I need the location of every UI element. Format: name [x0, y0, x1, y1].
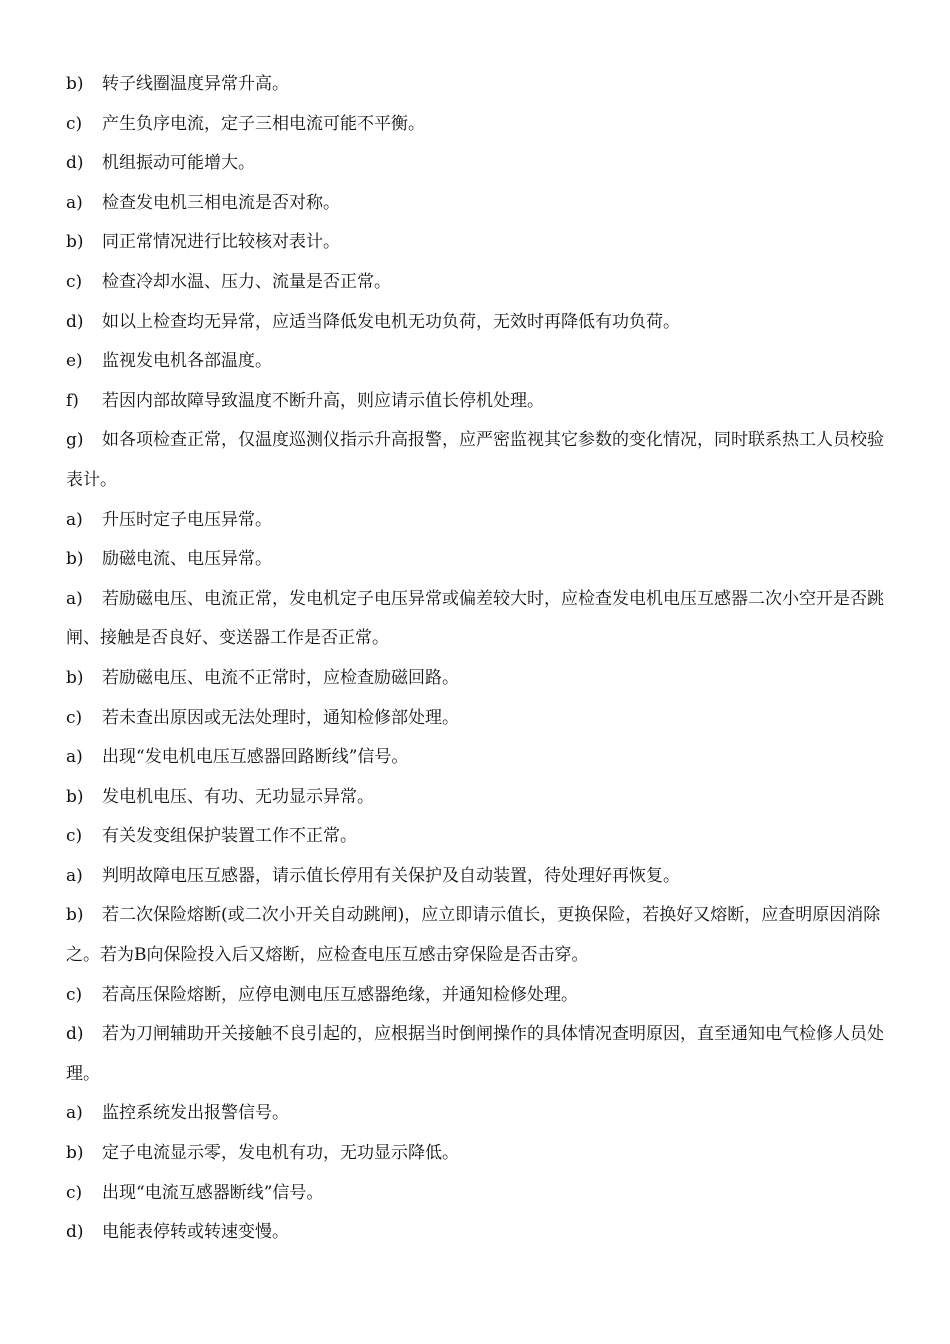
item-marker: b) — [66, 667, 84, 688]
item-text: 监视发电机各部温度。 — [102, 351, 272, 372]
item-marker: c) — [66, 707, 83, 728]
item-marker: c) — [66, 984, 83, 1005]
item-text: 电能表停转或转速变慢。 — [102, 1222, 289, 1243]
item-marker: f) — [66, 390, 79, 411]
item-text: 若励磁电压、电流不正常时，应检查励磁回路。 — [102, 667, 459, 688]
item-text: 若励磁电压、电流正常，发电机定子电压异常或偏差较大时，应检查发电机电压互感器二次小空开是否跳闸、接触是否良好、变送器工作是否正常。 — [66, 588, 884, 649]
item-marker: g) — [66, 430, 84, 451]
list-item — [66, 65, 886, 105]
item-text: 升压时定子电压异常。 — [102, 509, 272, 530]
list-item — [66, 382, 886, 422]
list-item — [66, 223, 886, 263]
item-marker: c) — [66, 113, 83, 134]
item-text: 出现“发电机电压互感器回路断线”信号。 — [102, 747, 409, 768]
list-item — [66, 421, 886, 500]
list-item — [66, 1174, 886, 1214]
item-text: 定子电流显示零，发电机有功，无功显示降低。 — [102, 1143, 459, 1164]
item-text: 若二次保险熔断(或二次小开关自动跳闸)，应立即请示值长，更换保险，若换好又熔断，应查明原因消除之。若为B向保险投入后又熔断，应检查电压互感击穿保险是否击穿。 — [66, 905, 881, 966]
item-marker: d) — [66, 1222, 84, 1243]
item-text: 发电机电压、有功、无功显示异常。 — [102, 786, 374, 807]
list-item — [66, 659, 886, 699]
item-text: 有关发变组保护装置工作不正常。 — [102, 826, 357, 847]
list-item — [66, 738, 886, 778]
list-item — [66, 105, 886, 145]
item-marker: b) — [66, 786, 84, 807]
item-marker: c) — [66, 1182, 83, 1203]
list-item — [66, 699, 886, 739]
item-marker: c) — [66, 826, 83, 847]
list-item — [66, 303, 886, 343]
list-item — [66, 540, 886, 580]
item-text: 检查冷却水温、压力、流量是否正常。 — [102, 271, 391, 292]
item-text: 若因内部故障导致温度不断升高，则应请示值长停机处理。 — [102, 390, 544, 411]
list-item — [66, 580, 886, 659]
item-marker: a) — [66, 865, 83, 886]
item-text: 若高压保险熔断，应停电测电压互感器绝缘，并通知检修处理。 — [102, 984, 578, 1005]
list-item — [66, 184, 886, 224]
item-marker: e) — [66, 351, 83, 372]
list-item — [66, 1015, 886, 1094]
list-item — [66, 1094, 886, 1134]
item-text: 监控系统发出报警信号。 — [102, 1103, 289, 1124]
item-text: 转子线圈温度异常升高。 — [102, 74, 289, 94]
item-marker: a) — [66, 588, 83, 609]
item-text: 如各项检查正常，仅温度巡测仪指示升高报警，应严密监视其它参数的变化情况，同时联系热工人员校验表计。 — [66, 430, 884, 490]
list-item — [66, 817, 886, 857]
list-item — [66, 342, 886, 382]
list-item — [66, 501, 886, 541]
item-text: 产生负序电流，定子三相电流可能不平衡。 — [102, 113, 425, 134]
item-marker: d) — [66, 1024, 84, 1045]
item-text: 若未查出原因或无法处理时，通知检修部处理。 — [102, 707, 459, 728]
item-marker: a) — [66, 509, 83, 530]
item-marker: b) — [66, 905, 84, 926]
list-item — [66, 1134, 886, 1174]
item-text: 若为刀闸辅助开关接触不良引起的，应根据当时倒闸操作的具体情况查明原因，直至通知电气检修人员处理。 — [66, 1024, 884, 1084]
item-marker: a) — [66, 1103, 83, 1124]
item-marker: d) — [66, 311, 84, 332]
item-text: 出现“电流互感器断线”信号。 — [102, 1182, 324, 1203]
list-item — [66, 144, 886, 184]
item-marker: a) — [66, 192, 83, 213]
document-page — [66, 65, 886, 1253]
list-item — [66, 1213, 886, 1253]
item-marker: b) — [66, 232, 84, 253]
item-text: 如以上检查均无异常，应适当降低发电机无功负荷，无效时再降低有功负荷。 — [102, 311, 680, 332]
item-marker: b) — [66, 1143, 84, 1164]
item-marker: d) — [66, 153, 84, 174]
item-marker: a) — [66, 747, 83, 768]
item-text: 机组振动可能增大。 — [102, 153, 255, 174]
list-item — [66, 857, 886, 897]
item-text: 同正常情况进行比较核对表计。 — [102, 232, 340, 253]
list-item — [66, 976, 886, 1016]
item-text: 检查发电机三相电流是否对称。 — [102, 192, 340, 213]
item-text: 判明故障电压互感器，请示值长停用有关保护及自动装置，待处理好再恢复。 — [102, 865, 680, 886]
item-text: 励磁电流、电压异常。 — [102, 549, 272, 570]
item-marker: b) — [66, 74, 84, 94]
list-item — [66, 778, 886, 818]
list-item — [66, 896, 886, 975]
list-item — [66, 263, 886, 303]
item-marker: b) — [66, 549, 84, 570]
item-marker: c) — [66, 271, 83, 292]
